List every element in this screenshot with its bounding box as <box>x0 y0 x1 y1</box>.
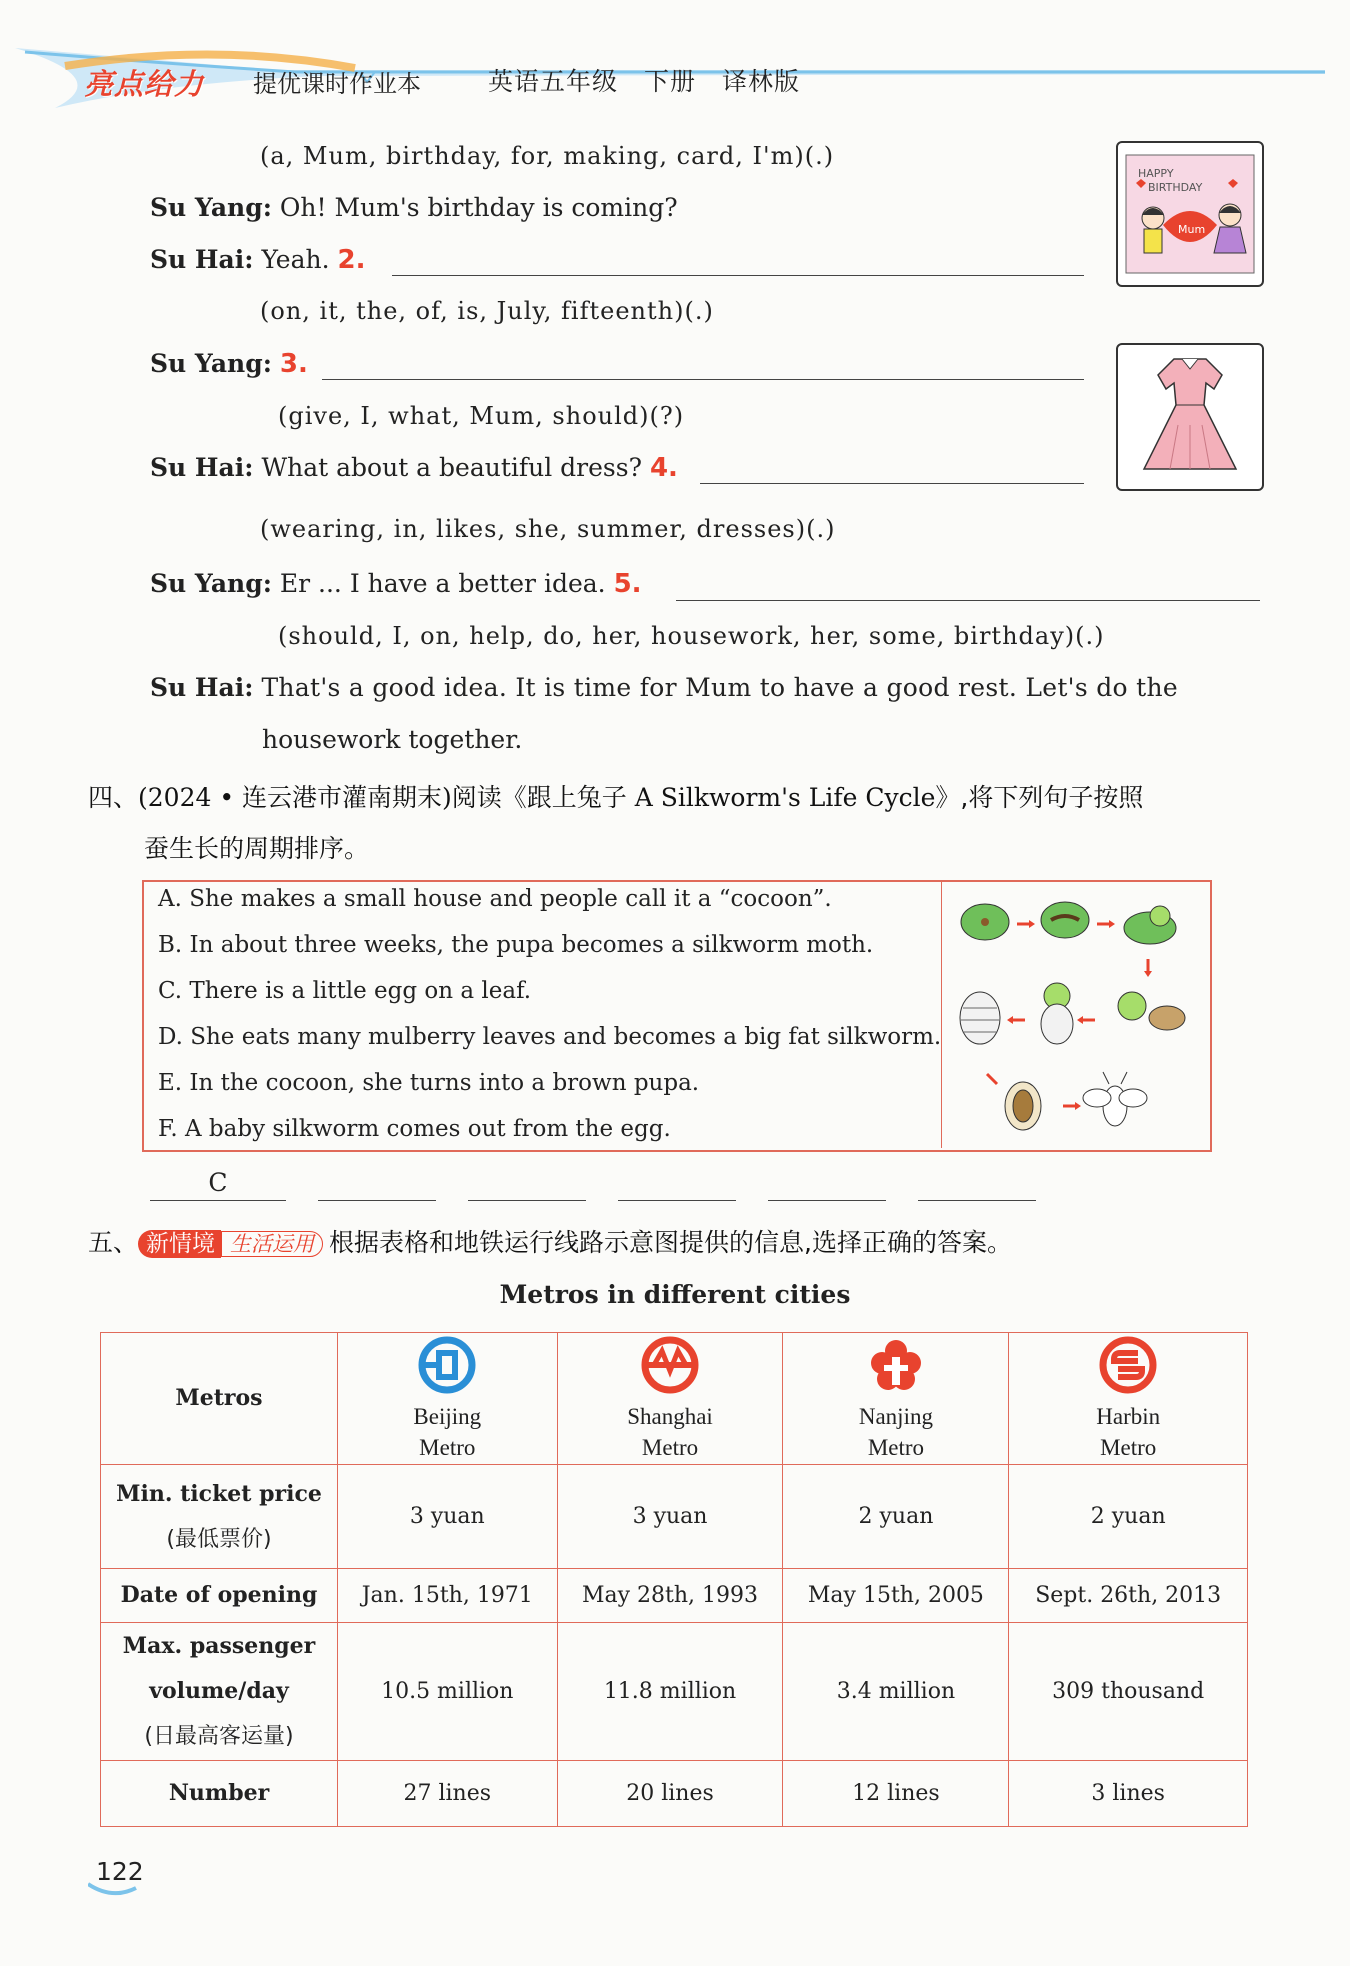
dialogue-line-2 <box>150 245 365 275</box>
page-number: 122 <box>96 1857 144 1886</box>
table-cell: 11.8 million <box>557 1623 783 1761</box>
table-row-opening-date <box>101 1569 1248 1623</box>
speaker: Su Yang: <box>150 193 272 222</box>
dialogue-line-4 <box>150 453 678 483</box>
table-cell: 3 yuan <box>557 1465 783 1569</box>
table-cell: 3.4 million <box>783 1623 1009 1761</box>
brand-logo-text: 亮点给力 <box>84 67 205 101</box>
section-instruction-a: 阅读《跟上兔子 <box>451 783 635 812</box>
metro-label: Metro <box>641 1434 699 1460</box>
row-header-line: volume/day <box>149 1678 289 1704</box>
line-text: That's a good idea. It is time for Mum to have a good rest. Let's do the <box>261 673 1178 702</box>
table-title: Metros in different cities <box>499 1280 851 1309</box>
birthday-card-illustration-icon <box>1118 143 1262 285</box>
section-number: 四、 <box>88 783 139 812</box>
shanghai-metro-logo-icon <box>640 1335 700 1395</box>
speaker: Su Hai: <box>150 673 254 702</box>
dress-icon <box>1118 345 1262 489</box>
dialogue-line-6 <box>150 673 1178 702</box>
new-context-tag: 新情境 <box>138 1230 221 1258</box>
silkworm-life-cycle-icon <box>945 884 1205 1146</box>
section-4-heading <box>88 778 1143 814</box>
sentence-item-e: E. In the cocoon, she turns into a brown pupa. <box>158 1070 700 1096</box>
sentence-item-f: F. A baby silkworm comes out from the egg. <box>158 1116 671 1142</box>
sentence-item-a: A. She makes a small house and people call it a “cocoon”. <box>158 886 832 912</box>
metro-table <box>100 1332 1248 1827</box>
speaker: Su Yang: <box>150 569 272 598</box>
order-blank-1[interactable] <box>150 1200 286 1201</box>
question-number: 2. <box>337 245 366 275</box>
sentence-item-b: B. In about three weeks, the pupa becomes a silkworm moth. <box>158 932 874 958</box>
table-cell: 3 lines <box>1009 1761 1248 1827</box>
metro-city-name: Harbin <box>1096 1403 1161 1429</box>
hint-2: (on, it, the, of, is, July, fifteenth)(.) <box>260 297 714 325</box>
speaker: Su Hai: <box>150 245 254 274</box>
section-number: 五、 <box>88 1228 139 1257</box>
line-text: What about a beautiful dress? <box>261 453 642 482</box>
table-cell: 20 lines <box>557 1761 783 1827</box>
order-blank-5[interactable] <box>768 1200 886 1201</box>
table-cell: 2 yuan <box>783 1465 1009 1569</box>
speaker: Su Yang: <box>150 349 272 378</box>
question-number: 4. <box>649 453 678 483</box>
table-cell: 12 lines <box>783 1761 1009 1827</box>
section-instruction: 根据表格和地铁运行线路示意图提供的信息,选择正确的答案。 <box>329 1228 1012 1257</box>
metro-label: Metro <box>1100 1434 1157 1460</box>
metro-header-beijing <box>338 1333 558 1465</box>
card-birthday-text: BIRTHDAY <box>1148 181 1203 194</box>
table-row-line-number <box>101 1761 1248 1827</box>
metro-city-name: Shanghai <box>627 1403 713 1429</box>
order-blank-6[interactable] <box>918 1200 1036 1201</box>
hint-1: (a, Mum, birthday, for, making, card, I'm)(.) <box>260 142 835 170</box>
answer-blank-5[interactable] <box>676 600 1260 601</box>
hint-3: (give, I, what, Mum, should)(?) <box>278 402 685 430</box>
sentence-item-c: C. There is a little egg on a leaf. <box>158 978 532 1004</box>
dialogue-line-5 <box>150 569 642 599</box>
row-header-line: Max. passenger <box>122 1633 316 1659</box>
hint-4: (wearing, in, likes, she, summer, dresses)(.) <box>260 515 836 543</box>
metro-city-name: Beijing <box>413 1403 482 1429</box>
row-header-cn: (日最高客运量) <box>144 1724 294 1749</box>
card-happy-text: HAPPY <box>1138 167 1174 180</box>
harbin-metro-logo-icon <box>1098 1335 1158 1395</box>
table-cell: 10.5 million <box>338 1623 558 1761</box>
metro-header-shanghai <box>557 1333 783 1465</box>
row-header-cn: (最低票价) <box>166 1526 272 1552</box>
row-header: Date of opening <box>101 1569 338 1623</box>
order-blank-3[interactable] <box>468 1200 586 1201</box>
table-cell: Jan. 15th, 1971 <box>338 1569 558 1623</box>
line-text: Yeah. <box>261 245 330 274</box>
table-cell: 27 lines <box>338 1761 558 1827</box>
metro-city-name: Nanjing <box>858 1403 933 1429</box>
line-text: Er ... I have a better idea. <box>279 569 606 598</box>
sentence-item-d: D. She eats many mulberry leaves and becomes a big fat silkworm. <box>158 1024 942 1050</box>
birthday-card-picture <box>1116 141 1264 287</box>
table-row-max-volume <box>101 1623 1248 1761</box>
row-header <box>101 1465 338 1569</box>
answer-blank-4[interactable] <box>700 483 1084 484</box>
corner-cell: Metros <box>101 1333 338 1465</box>
book-title: A Silkworm's Life Cycle <box>634 783 936 812</box>
life-use-tag: 生活运用 <box>221 1231 323 1257</box>
beijing-metro-logo-icon <box>417 1335 477 1395</box>
question-number: 3. <box>279 349 308 379</box>
row-header-line: Min. ticket price <box>116 1480 322 1507</box>
row-header <box>101 1623 338 1761</box>
section-source: (2024 • 连云港市灌南期末) <box>138 783 452 812</box>
table-header-row <box>101 1333 1248 1465</box>
table-cell: Sept. 26th, 2013 <box>1009 1569 1248 1623</box>
table-row-min-price <box>101 1465 1248 1569</box>
answer-blank-3[interactable] <box>322 379 1084 380</box>
row-header: Number <box>101 1761 338 1827</box>
grade-info: 英语五年级 下册 译林版 <box>488 67 801 96</box>
order-blank-2[interactable] <box>318 1200 436 1201</box>
question-number: 5. <box>613 569 642 599</box>
section-4-instruction-line2: 蚕生长的周期排序。 <box>144 834 370 863</box>
table-cell: May 15th, 2005 <box>783 1569 1009 1623</box>
dialogue-line-3 <box>150 349 308 379</box>
silkworm-box-divider <box>941 882 942 1148</box>
metro-header-nanjing <box>783 1333 1009 1465</box>
dialogue-line-1 <box>150 193 678 222</box>
table-cell: May 28th, 1993 <box>557 1569 783 1623</box>
metro-header-harbin <box>1009 1333 1248 1465</box>
speaker: Su Hai: <box>150 453 254 482</box>
section-5-heading <box>88 1223 1012 1259</box>
line-text: Oh! Mum's birthday is coming? <box>279 193 678 222</box>
metro-label: Metro <box>419 1434 476 1460</box>
answer-blank-2[interactable] <box>392 275 1084 276</box>
dress-picture <box>1116 343 1264 491</box>
hint-5: (should, I, on, help, do, her, housework, her, some, birthday)(.) <box>278 622 1105 650</box>
order-answer-1: C <box>208 1168 228 1197</box>
book-subtitle: 提优课时作业本 <box>253 70 421 98</box>
card-mum-text: Mum <box>1178 223 1206 236</box>
table-cell: 3 yuan <box>338 1465 558 1569</box>
dialogue-line-6-cont: housework together. <box>262 725 523 754</box>
order-blank-4[interactable] <box>618 1200 736 1201</box>
metro-label: Metro <box>867 1434 925 1460</box>
nanjing-metro-logo-icon <box>866 1335 926 1395</box>
table-cell: 2 yuan <box>1009 1465 1248 1569</box>
table-cell: 309 thousand <box>1009 1623 1248 1761</box>
section-instruction-b: 》,将下列句子按照 <box>935 783 1144 812</box>
